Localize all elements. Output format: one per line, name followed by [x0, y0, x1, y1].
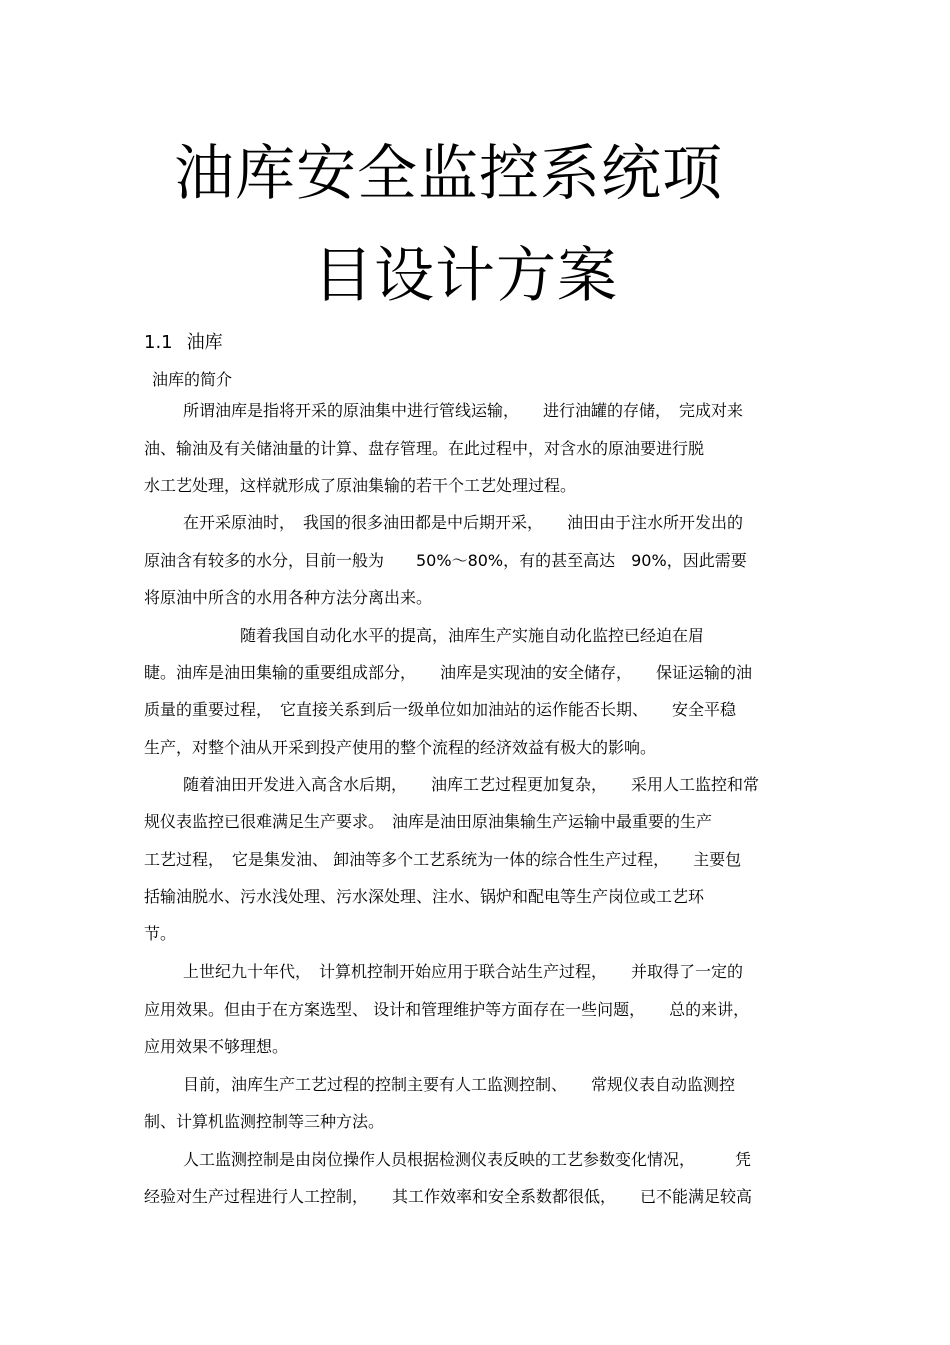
- paragraph-line: 人工监测控制是由岗位操作人员根据检测仪表反映的工艺参数变化情况， 凭: [183, 1150, 752, 1169]
- paragraph-line: 随着我国自动化水平的提高，油库生产实施自动化监控已经迫在眉: [240, 626, 705, 645]
- paragraph-line: 目前，油库生产工艺过程的控制主要有人工监测控制、 常规仪表自动监测控: [183, 1075, 736, 1094]
- paragraph-line: 括输油脱水、污水浅处理、污水深处理、注水、锅炉和配电等生产岗位或工艺环: [144, 887, 705, 906]
- paragraph-line: 油、输油及有关储油量的计算、盘存管理。在此过程中，对含水的原油要进行脱: [144, 439, 705, 458]
- document-title-line-1: 油库安全监控系统项: [174, 139, 723, 209]
- paragraph-line: 生产，对整个油从开采到投产使用的整个流程的经济效益有极大的影响。: [144, 738, 657, 757]
- section-heading: [144, 332, 223, 354]
- paragraph-line: 规仪表监控已很难满足生产要求。 油库是油田原油集输生产运输中最重要的生产: [144, 812, 713, 831]
- paragraph-line: 经验对生产过程进行人工控制， 其工作效率和安全系数都很低， 已不能满足较高: [144, 1187, 753, 1206]
- paragraph-line: 睫。油库是油田集输的重要组成部分， 油库是实现油的安全储存， 保证运输的油: [144, 663, 753, 682]
- paragraph-line: 在开采原油时， 我国的很多油田都是中后期开采， 油田由于注水所开发出的: [183, 513, 744, 532]
- paragraph-line: 上世纪九十年代， 计算机控制开始应用于联合站生产过程， 并取得了一定的: [183, 962, 744, 981]
- paragraph-line: 随着油田开发进入高含水后期， 油库工艺过程更加复杂， 采用人工监控和常: [183, 775, 760, 794]
- paragraph-line: 所谓油库是指将开采的原油集中进行管线运输， 进行油罐的存储， 完成对来: [183, 401, 744, 420]
- paragraph-line: 水工艺处理，这样就形成了原油集输的若干个工艺处理过程。: [144, 476, 577, 495]
- paragraph-line: 原油含有较多的水分，目前一般为 50%～80%，有的甚至高达 90%，因此需要: [144, 551, 747, 570]
- document-title-line-2: 目设计方案: [313, 241, 618, 311]
- paragraph-line: 应用效果。但由于在方案选型、 设计和管理维护等方面存在一些问题， 总的来讲，: [144, 1000, 750, 1019]
- paragraph-line: 节。: [144, 924, 177, 943]
- section-title: 油库: [186, 332, 223, 353]
- paragraph-line: 将原油中所含的水用各种方法分离出来。: [144, 588, 433, 607]
- paragraph-line: 应用效果不够理想。: [144, 1037, 289, 1056]
- paragraph-line: 工艺过程， 它是集发油、 卸油等多个工艺系统为一体的综合性生产过程， 主要包: [144, 850, 742, 869]
- paragraph-line: 质量的重要过程， 它直接关系到后一级单位如加油站的运作能否长期、 安全平稳: [144, 700, 737, 719]
- paragraph-line: 制、计算机监测控制等三种方法。: [144, 1112, 385, 1131]
- subheading: 油库的简介: [152, 370, 233, 389]
- section-number: 1.1: [144, 332, 173, 353]
